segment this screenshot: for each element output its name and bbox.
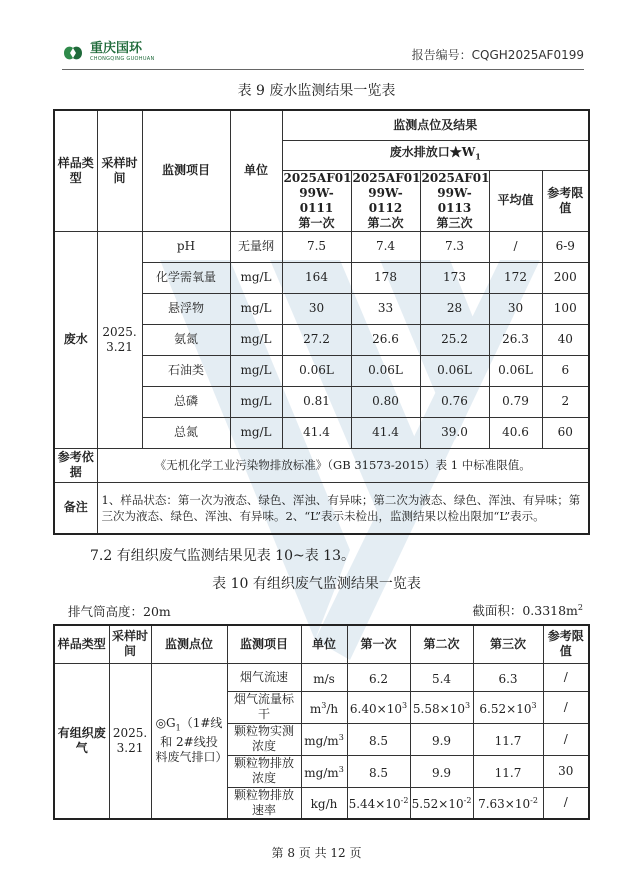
t9-header-points: 监测点位及结果: [282, 110, 589, 140]
t9-cell-v2: 41.4: [351, 417, 420, 448]
page-footer: 第 8 页 共 12 页: [271, 846, 362, 860]
organized-gas-results-table: [53, 624, 590, 820]
t9-cell-avg: 0.06L: [489, 355, 542, 386]
t9-cell-limit: 60: [542, 417, 589, 448]
t10-cell-item: 颗粒物排放浓度: [227, 755, 301, 787]
t9-cell-v1: 41.4: [282, 417, 351, 448]
t9-cell-unit: mg/L: [230, 262, 282, 293]
t9-type-cell: 废水: [54, 231, 97, 448]
t10-cell-item: 颗粒物实测浓度: [227, 723, 301, 755]
t9-cell-unit: 无量纲: [230, 231, 282, 262]
t9-header-sample2: 2025AF01 99W-0112 第二次: [352, 170, 421, 230]
t9-cell-limit: 6-9: [542, 231, 589, 262]
t9-cell-unit: mg/L: [230, 293, 282, 324]
logo-cn-text: 重庆国环: [90, 41, 143, 56]
t9-cell-v2: 0.06L: [351, 355, 420, 386]
cross-section-area: 截面积：$0.3318m^2$: [472, 602, 583, 618]
t10-cell-unit: m/s: [301, 663, 347, 691]
t9-cell-v1: 0.06L: [282, 355, 351, 386]
t10-type-cell: 有组织废气: [54, 663, 109, 819]
t9-cell-avg: 40.6: [489, 417, 542, 448]
t9-cell-item: 氨氮: [142, 324, 230, 355]
report-number: 报告编号：CQGH2025AF0199: [411, 48, 584, 62]
t9-cell-item: 悬浮物: [142, 293, 230, 324]
t9-basis-text: 《无机化学工业污染物排放标准》（GB 31573-2015）表 1 中标准限值。: [97, 448, 589, 482]
t9-cell-unit: mg/L: [230, 417, 282, 448]
t10-cell-v2: 9.9: [410, 723, 473, 755]
t10-cell-limit: /: [543, 723, 589, 755]
t10-cell-limit: /: [543, 691, 589, 723]
t10-cell-limit: /: [543, 663, 589, 691]
t10-header-limit: 参考限值: [543, 625, 589, 663]
t9-cell-avg: 172: [489, 262, 542, 293]
t9-note-label: 备注: [54, 482, 97, 534]
t9-cell-avg: 26.3: [489, 324, 542, 355]
t9-date-cell: 2025. 3.21: [97, 231, 142, 448]
t10-header-time: 采样时间: [109, 625, 151, 663]
t9-cell-avg: 30: [489, 293, 542, 324]
t9-basis-label: 参考依据: [54, 448, 97, 482]
t9-cell-v3: 0.06L: [420, 355, 489, 386]
t9-cell-v3: 173: [420, 262, 489, 293]
t10-row: [54, 663, 589, 691]
company-logo: [62, 42, 155, 63]
t10-cell-v2: 9.9: [410, 755, 473, 787]
t9-cell-unit: mg/L: [230, 355, 282, 386]
t9-cell-v1: 0.81: [282, 386, 351, 417]
t9-header-limit: 参考限值: [542, 170, 589, 231]
t10-cell-limit: /: [543, 787, 589, 819]
logo-en-text: CHONGQING GUOHUAN: [90, 56, 155, 62]
t9-header-sample1: 2025AF01 99W-0111 第一次: [283, 170, 352, 230]
t9-cell-limit: 200: [542, 262, 589, 293]
table10-caption: 表 10 有组织废气监测结果一览表: [212, 576, 421, 592]
t10-cell-v1: $6.40\times 10^3$: [347, 691, 410, 723]
t9-cell-v3: 28: [420, 293, 489, 324]
t10-header-type: 样品类型: [54, 625, 109, 663]
t10-cell-unit: $mg/m^3$: [301, 723, 347, 755]
t10-date-cell: 2025. 3.21: [109, 663, 151, 819]
t10-cell-v3: 6.3: [473, 663, 543, 691]
t9-cell-v3: 25.2: [420, 324, 489, 355]
t9-header-avg: 平均值: [489, 170, 542, 231]
t9-cell-item: 化学需氧量: [142, 262, 230, 293]
wastewater-results-table: [53, 109, 590, 535]
t9-cell-v2: 178: [351, 262, 420, 293]
t9-header-unit: 单位: [230, 110, 282, 231]
t9-cell-item: 总氮: [142, 417, 230, 448]
t10-header-1: 第一次: [347, 625, 410, 663]
t9-cell-v1: 30: [282, 293, 351, 324]
t9-cell-v2: 7.4: [351, 231, 420, 262]
t9-cell-avg: /: [489, 231, 542, 262]
t9-cell-v2: 26.6: [351, 324, 420, 355]
t10-header-point: 监测点位: [151, 625, 227, 663]
t9-cell-avg: 0.79: [489, 386, 542, 417]
t9-cell-v2: 0.80: [351, 386, 420, 417]
t9-cell-item: 总磷: [142, 386, 230, 417]
t9-cell-v1: 27.2: [282, 324, 351, 355]
t10-header-2: 第二次: [410, 625, 473, 663]
t9-cell-item: 石油类: [142, 355, 230, 386]
t10-cell-item: 颗粒物排放速率: [227, 787, 301, 819]
t9-note-text: 1、样品状态：第一次为液态、绿色、浑浊、有异味；第二次为液态、绿色、浑浊、有异味；第三次为液态、绿色、浑浊、有异味。2、“L”表示未检出，监测结果以检出限加“L”表示。: [97, 482, 589, 534]
t10-cell-item: 烟气流速: [227, 663, 301, 691]
t9-row: [54, 231, 589, 262]
t9-cell-v1: 7.5: [282, 231, 351, 262]
t10-cell-v3: $6.52\times 10^3$: [473, 691, 543, 723]
table9-caption: 表 9 废水监测结果一览表: [237, 83, 396, 99]
t10-cell-v1: 8.5: [347, 755, 410, 787]
t9-cell-limit: 100: [542, 293, 589, 324]
t9-cell-limit: 6: [542, 355, 589, 386]
t10-cell-v1: 8.5: [347, 723, 410, 755]
t9-cell-unit: mg/L: [230, 386, 282, 417]
t10-cell-v1: $5.44\times 10^{-2}$: [347, 787, 410, 819]
t9-header-type: 样品类型: [54, 110, 97, 231]
t10-cell-unit: $m^3/h$: [301, 691, 347, 723]
t10-cell-v1: 6.2: [347, 663, 410, 691]
t10-header-unit: 单位: [301, 625, 347, 663]
page-header: [62, 40, 584, 70]
t9-header-sample3: 2025AF01 99W-0113 第三次: [421, 170, 490, 230]
section-7-2-text: 7.2 有组织废气监测结果见表 10~表 13。: [90, 548, 355, 564]
t9-cell-v3: 0.76: [420, 386, 489, 417]
t10-header-3: 第三次: [473, 625, 543, 663]
t9-header-item: 监测项目: [142, 110, 230, 231]
t9-cell-item: pH: [142, 231, 230, 262]
t10-cell-v3: 11.7: [473, 755, 543, 787]
t10-header-item: 监测项目: [227, 625, 301, 663]
t9-cell-unit: mg/L: [230, 324, 282, 355]
t9-cell-limit: 40: [542, 324, 589, 355]
t10-cell-v3: $7.63\times 10^{-2}$: [473, 787, 543, 819]
t10-cell-item: 烟气流量标干: [227, 691, 301, 723]
t10-cell-v2: $5.52\times 10^{-2}$: [410, 787, 473, 819]
t9-header-point: 废水排放口$★W_1$: [282, 140, 589, 170]
t10-cell-v3: 11.7: [473, 723, 543, 755]
t10-point-cell: $◎G_1(1\#$线和 2#线投料废气排口）: [151, 663, 227, 819]
t10-cell-v2: $5.58\times 10^3$: [410, 691, 473, 723]
t10-cell-v2: 5.4: [410, 663, 473, 691]
stack-height: 排气筒高度：20m: [68, 604, 171, 619]
t9-cell-v3: 39.0: [420, 417, 489, 448]
t9-cell-v3: 7.3: [420, 231, 489, 262]
t9-cell-v2: 33: [351, 293, 420, 324]
t9-header-time: 采样时间: [97, 110, 142, 231]
company-logo-icon: [62, 44, 84, 62]
t9-cell-limit: 2: [542, 386, 589, 417]
t10-cell-unit: kg/h: [301, 787, 347, 819]
t10-cell-unit: $mg/m^3$: [301, 755, 347, 787]
t10-cell-limit: 30: [543, 755, 589, 787]
t9-cell-v1: 164: [282, 262, 351, 293]
